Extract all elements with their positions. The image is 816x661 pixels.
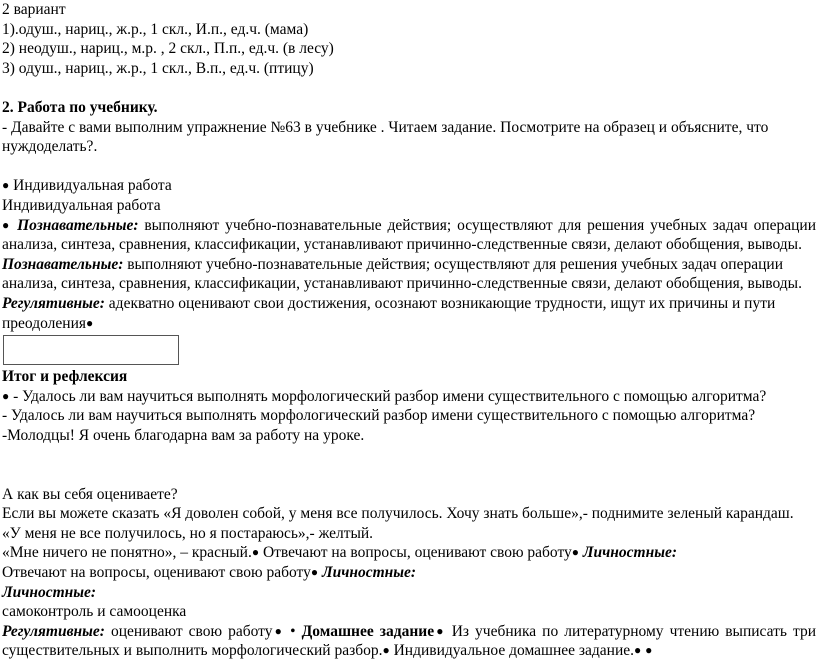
bullet-icon: ● xyxy=(251,545,260,560)
reflection-text: - Удалось ли вам научиться выполнять морфологический разбор имени существительного с помощью алгоритма? xyxy=(9,387,767,405)
cognitive-line-a1 xyxy=(2,216,816,236)
empty-text-box xyxy=(3,335,179,365)
individual-work-line-2: Индивидуальная работа xyxy=(2,196,161,214)
reflection-line-1 xyxy=(2,387,816,407)
cognitive-label: Познавательные: xyxy=(17,216,139,234)
reflection-heading: Итог и рефлексия xyxy=(2,368,128,386)
assessment-text: Отвечают на вопросы, оценивают свою работу xyxy=(2,564,311,582)
textbook-line-1: - Давайте с вами выполним упражнение №63 в учебнике . Читаем задание. Посмотрите на образец и объясните, что xyxy=(2,118,769,136)
spacer xyxy=(2,445,816,465)
regulative-label: Регулятивные: xyxy=(2,294,105,312)
variant-title: 2 вариант xyxy=(2,1,66,18)
homework-label: Домашнее задание xyxy=(301,622,435,640)
bullet-icon: ● xyxy=(634,643,642,658)
bullet-icon: ● xyxy=(86,315,94,330)
final-text-2: Из учебника по литературному чтению выписать три xyxy=(445,622,816,640)
final-line-2 xyxy=(2,641,816,661)
cognitive-line-b2: анализа, синтеза, сравнения, классификации, устанавливают причинно-следственные связи, делают обобщения, выводы. xyxy=(2,275,802,293)
small-bullet-icon: • xyxy=(290,622,296,640)
cognitive-line-a2: анализа, синтеза, сравнения, классификации, устанавливают причинно-следственные связи, делают обобщения, выводы. xyxy=(2,236,802,254)
personal-label: Личностные: xyxy=(321,564,417,582)
final-text-4: Индивидуальное домашнее задание. xyxy=(389,642,635,660)
textbook-line-2: нуждоделать?. xyxy=(2,138,98,156)
regulative-text: адекватно оценивают свои достижения, осознают возникающие трудности, ищут их причины и пути xyxy=(104,294,776,312)
variant-item-3: 3) одуш., нариц., ж.р., 1 скл., В.п., ед.ч. (птицу) xyxy=(2,59,314,77)
assessment-line-3 xyxy=(2,543,816,563)
regulative-text-2: преодоления xyxy=(2,314,86,332)
bullet-icon: ● xyxy=(434,623,446,638)
regulative-label: Регулятивные: xyxy=(2,622,105,640)
personal-label: Личностные: xyxy=(582,544,678,562)
textbook-heading: 2. Работа по учебнику. xyxy=(2,98,158,116)
cognitive-text: выполняют учебно-познавательные действия; осуществляют для решения учебных задач операции xyxy=(123,255,783,273)
final-line-1 xyxy=(2,622,816,642)
final-text-1: оценивают свою работу xyxy=(104,622,273,640)
bullet-icon: ● xyxy=(2,178,10,193)
bullet-icon: ● xyxy=(2,217,12,232)
assessment-line-1: Если вы можете сказать «Я доволен собой, у меня все получилось. Хочу знать больше»,- поднимите зеленый карандаш. xyxy=(2,505,794,523)
bullet-icon: ● xyxy=(2,388,10,403)
spacer xyxy=(2,78,816,98)
cognitive-text: выполняют учебно-познавательные действия; осуществляют для решения учебных задач операции xyxy=(138,216,816,234)
bullet-icon: ● xyxy=(645,643,653,658)
spacer xyxy=(2,465,816,485)
personal-heading: Личностные: xyxy=(2,583,97,601)
reflection-line-2: - Удалось ли вам научиться выполнять морфологический разбор имени существительного с помощью алгоритма? xyxy=(2,407,756,425)
bullet-icon: ● xyxy=(272,623,285,638)
assessment-line-2: «У меня не все получилось, но я постараюсь»,- желтый. xyxy=(2,524,374,542)
regulative-line-2 xyxy=(2,314,816,334)
reflection-line-3: -Молодцы! Я очень благодарна вам за работу на уроке. xyxy=(2,426,365,444)
assessment-red: «Мне ничего не понятно», – красный. xyxy=(2,544,252,562)
bullet-icon: ● xyxy=(571,545,580,560)
assessment-text: Отвечают на вопросы, оценивают свою работу xyxy=(259,544,572,562)
personal-text: самоконтроль и самооценка xyxy=(2,603,187,621)
individual-work-text: Индивидуальная работа xyxy=(9,177,172,195)
variant-item-2: 2) неодуш., нариц., м.р. , 2 скл., П.п., ед.ч. (в лесу) xyxy=(2,40,334,58)
individual-work-line-1 xyxy=(2,176,816,196)
bullet-icon: ● xyxy=(382,643,390,658)
regulative-line-1 xyxy=(2,294,816,314)
cognitive-label: Познавательные: xyxy=(2,255,124,273)
variant-item-1: 1).одуш., нариц., ж.р., 1 скл., И.п., ед.ч. (мама) xyxy=(2,20,309,38)
assessment-line-4 xyxy=(2,563,816,583)
assessment-question: А как вы себя оцениваете? xyxy=(2,485,178,503)
spacer xyxy=(2,157,816,177)
final-text-3: существительных и выполнить морфологический разбор. xyxy=(2,642,383,660)
cognitive-line-b1 xyxy=(2,255,816,275)
bullet-icon: ● xyxy=(310,565,319,580)
